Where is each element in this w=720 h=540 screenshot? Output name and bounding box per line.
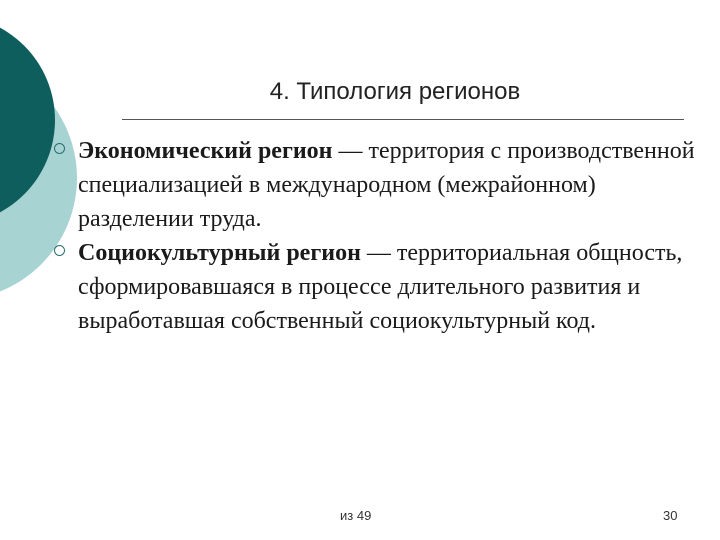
bullet-circle-icon <box>54 245 65 256</box>
title-divider <box>122 119 684 120</box>
bullet-term: Социокультурный регион <box>78 240 361 266</box>
slide-title: 4. Типология регионов <box>269 78 521 105</box>
bullet-list <box>40 134 705 338</box>
bullet-circle-icon <box>54 143 65 154</box>
bullet-item-economic-region <box>40 134 705 236</box>
footer-total-pages: из 49 <box>340 508 372 523</box>
page-number: 30 <box>663 508 678 523</box>
bullet-definition: — территория с производственной специализацией в международном (межрайонном) разделении труда. <box>78 138 695 232</box>
bullet-item-sociocultural-region <box>40 236 705 338</box>
bullet-definition: — территориальная общность, сформировавшаяся в процессе длительного развития и выработавшая собственный социокультурный код. <box>78 240 683 334</box>
bullet-term: Экономический регион <box>78 138 333 164</box>
